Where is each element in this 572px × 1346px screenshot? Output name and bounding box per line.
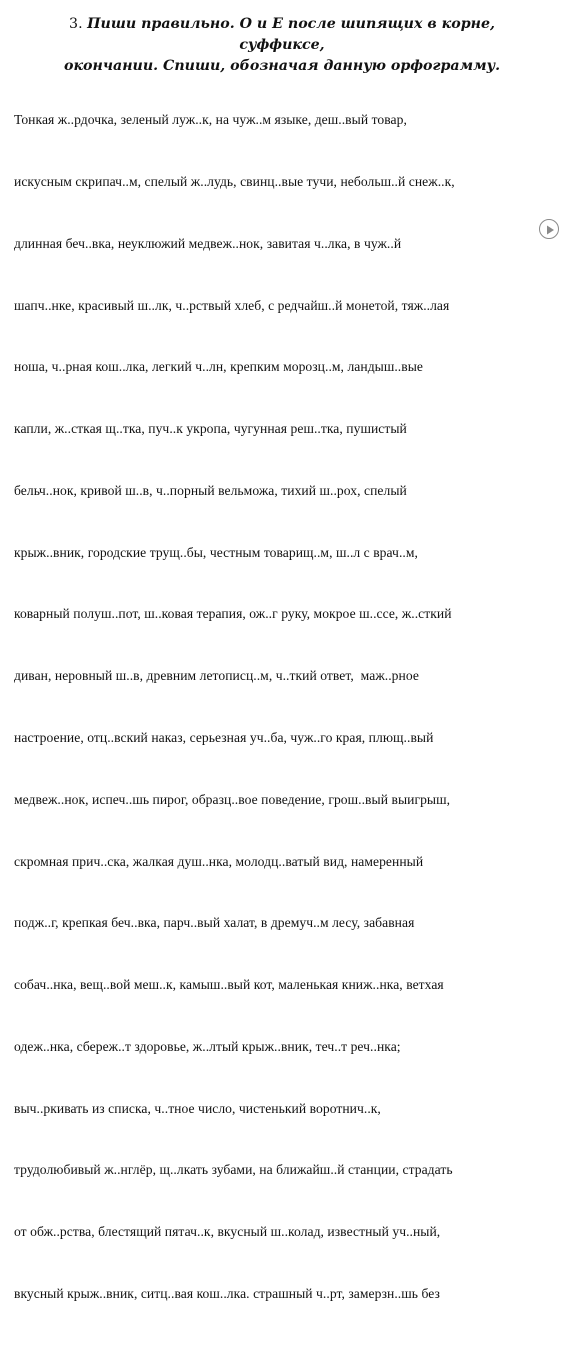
- exercise-line: подж..г, крепкая беч..вка, парч..вый халат, в дремуч..м лесу, забавная: [14, 915, 415, 931]
- play-circle-icon[interactable]: [539, 219, 559, 239]
- task-title-line-1: Пиши правильно. О и Е после шипящих в корне, суффиксе,: [87, 16, 495, 53]
- task-number: 3.: [69, 16, 83, 32]
- exercise-line: одеж..нка, сбереж..т здоровье, ж..лтый крыж..вник, теч..т реч..нка;: [14, 1038, 401, 1054]
- exercise-line: медвеж..нок, испеч..шь пирог, образц..вое поведение, грош..вый выигрыш,: [14, 791, 451, 807]
- exercise-line: от обж..рства, блестящий пятач..к, вкусный ш..колад, известный уч..ный,: [14, 1224, 441, 1240]
- task-header: [42, 14, 522, 77]
- exercise-line: собач..нка, вещ..вой меш..к, камыш..вый кот, маленькая книж..нка, ветхая: [14, 977, 444, 993]
- exercise-line: длинная беч..вка, неуклюжий медвеж..нок, завитая ч..лка, в чуж..й: [14, 235, 402, 251]
- exercise-line: бельч..нок, кривой ш..в, ч..порный вельможа, тихий ш..рох, спелый: [14, 482, 407, 498]
- exercise-line: ноша, ч..рная кош..лка, легкий ч..лн, крепким морозц..м, ландыш..вые: [14, 359, 423, 375]
- exercise-line: шапч..нке, красивый ш..лк, ч..рствый хлеб, с редчайш..й монетой, тяж..лая: [14, 297, 450, 313]
- exercise-line: скромная прич..ска, жалкая душ..нка, молодц..ватый вид, намеренный: [14, 853, 424, 869]
- exercise-text: [14, 69, 524, 1346]
- exercise-line: диван, неровный ш..в, древним летописц..м, ч..ткий ответ, маж..рное: [14, 668, 419, 684]
- exercise-line: трудолюбивый ж..нглёр, щ..лкать зубами, на ближайш..й станции, страдать: [14, 1162, 453, 1178]
- play-triangle-icon: [546, 225, 555, 235]
- exercise-line: капли, ж..сткая щ..тка, пуч..к укропа, чугунная реш..тка, пушистый: [14, 421, 407, 437]
- exercise-line: настроение, отц..вский наказ, серьезная уч..ба, чуж..го края, плющ..вый: [14, 730, 434, 745]
- task-header-line-1: [42, 14, 522, 56]
- exercise-line: вкусный крыж..вник, ситц..вая кош..лка. страшный ч..рт, замерзн..шь без: [14, 1286, 440, 1302]
- exercise-line: выч..ркивать из списка, ч..тное число, чистенький воротнич..к,: [14, 1100, 381, 1116]
- exercise-line: искусным скрипач..м, спелый ж..лудь, свинц..вые тучи, небольш..й снеж..к,: [14, 173, 455, 189]
- exercise-line: Тонкая ж..рдочка, зеленый луж..к, на чуж..м языке, деш..вый товар,: [14, 112, 407, 128]
- exercise-line: коварный полуш..пот, ш..ковая терапия, ож..г руку, мокрое ш..ссе, ж..сткий: [14, 606, 452, 622]
- task-title-line-2: окончании. Спиши, обозначая данную орфограмму.: [63, 58, 501, 74]
- exercise-line: крыж..вник, городские трущ..бы, честным товарищ..м, ш..л с врач..м,: [14, 544, 418, 560]
